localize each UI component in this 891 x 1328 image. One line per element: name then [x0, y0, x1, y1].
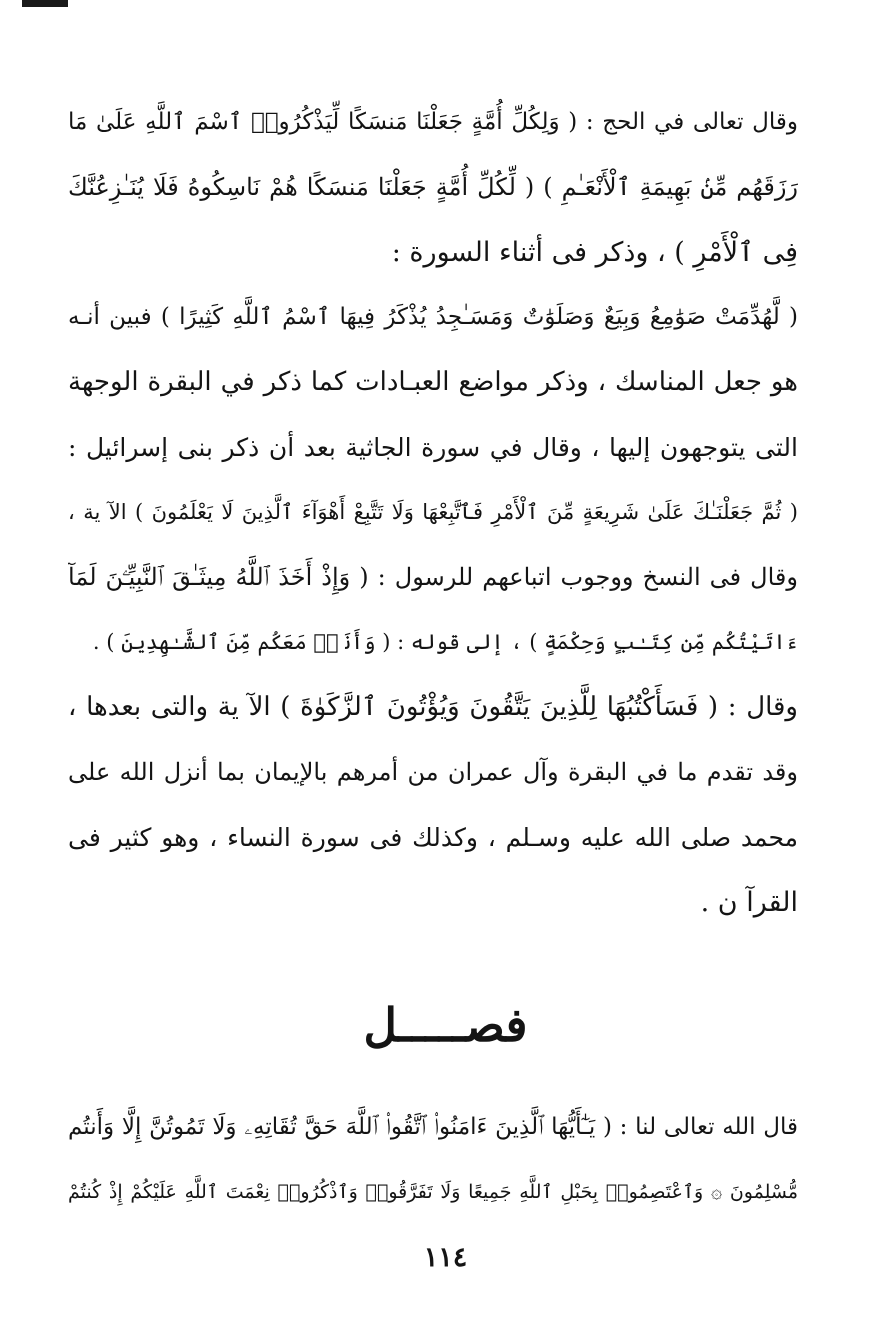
section-heading: فصـــــل — [363, 998, 528, 1052]
scan-corner-mark — [22, 0, 68, 7]
text-line: وقال : ( فَسَأَكْتُبُهَا لِلَّذِينَ يَتَّقُونَ وَيُؤْتُونَ ٱلزَّكَوٰةَ ) الآ ية والتى بعدها ، — [68, 692, 798, 722]
main-text-block — [68, 90, 798, 935]
text-line: التى يتوجهون إليها ، وقال في سورة الجاثية بعد أن ذكر بنى إسرائيل : — [68, 433, 798, 462]
text-line: ( ثُمَّ جَعَلْنَـٰكَ عَلَىٰ شَرِيعَةٍ مِّنَ ٱلْأَمْرِ فَٱتَّبِعْهَا وَلَا تَتَّبِعْ أَهْوَآءَ ٱلَّذِينَ لَا يَعْلَمُونَ ) الآ ية ، — [68, 500, 798, 524]
text-line: هو جعل المناسك ، وذكر مواضع العبـادات كما ذكر في البقرة الوجهة — [68, 367, 798, 397]
text-line: ( لَّهُدِّمَتْ صَوَٰمِعُ وَبِيَعٌ وَصَلَوَٰتٌ وَمَسَـٰجِدُ يُذْكَرُ فِيهَا ٱسْمُ ٱللَّهِ كَثِيرًا ) فبين أنـه — [68, 304, 798, 330]
text-line: وقد تقدم ما في البقرة وآل عمران من أمرهم بالإيمان بما أنزل الله على — [68, 758, 798, 786]
text-line: ءَاتَيْتُكُم مِّن كِتَـٰبٍ وَحِكْمَةٍ ) ، إلى قوله : ( وَأَنَا۠ مَعَكُم مِّنَ ٱلشَّـٰهِدِينَ ) . — [92, 630, 798, 654]
text-line: فِى ٱلْأَمْرِ ) ، وذكر فى أثناء السورة : — [391, 237, 798, 268]
text-line: قال الله تعالى لنا : ( يَـٰٓأَيُّهَا ٱلَّذِينَ ءَامَنُوا۟ ٱتَّقُوا۟ ٱللَّهَ حَقَّ تُقَاتِهِۦ وَلَا تَمُوتُنَّ إِلَّا وَأَنتُم — [68, 1114, 798, 1140]
second-text-block — [68, 1095, 798, 1225]
text-line: وقال تعالى في الحج : ( وَلِكُلِّ أُمَّةٍ جَعَلْنَا مَنسَكًا لِّيَذْكُرُوا۟ ٱسْمَ ٱللَّهِ عَلَىٰ مَا — [68, 109, 798, 135]
text-line: رَزَقَهُم مِّنۢ بَهِيمَةِ ٱلْأَنْعَـٰمِ ) ( لِّكُلِّ أُمَّةٍ جَعَلْنَا مَنسَكًا هُمْ نَاسِكُوهُ فَلَا يُنَـٰزِعُنَّكَ — [68, 173, 798, 201]
text-line: محمد صلى الله عليه وسـلم ، وكذلك فى سورة النساء ، وهو كثير فى — [68, 823, 798, 852]
text-line: مُّسْلِمُونَ ۞ وَٱعْتَصِمُوا۟ بِحَبْلِ ٱللَّهِ جَمِيعًا وَلَا تَفَرَّقُوا۟ وَٱذْكُرُوا۟ نِعْمَتَ ٱللَّهِ عَلَيْكُمْ إِذْ كُنتُمْ — [68, 1181, 798, 1203]
text-line: القرآ ن . — [700, 887, 798, 918]
text-line: وقال فى النسخ ووجوب اتباعهم للرسول : ( وَإِذْ أَخَذَ ٱللَّهُ مِيثَـٰقَ ٱلنَّبِيِّـۧنَ لَمَآ — [68, 563, 798, 591]
page-number: ١١٤ — [423, 1242, 468, 1273]
